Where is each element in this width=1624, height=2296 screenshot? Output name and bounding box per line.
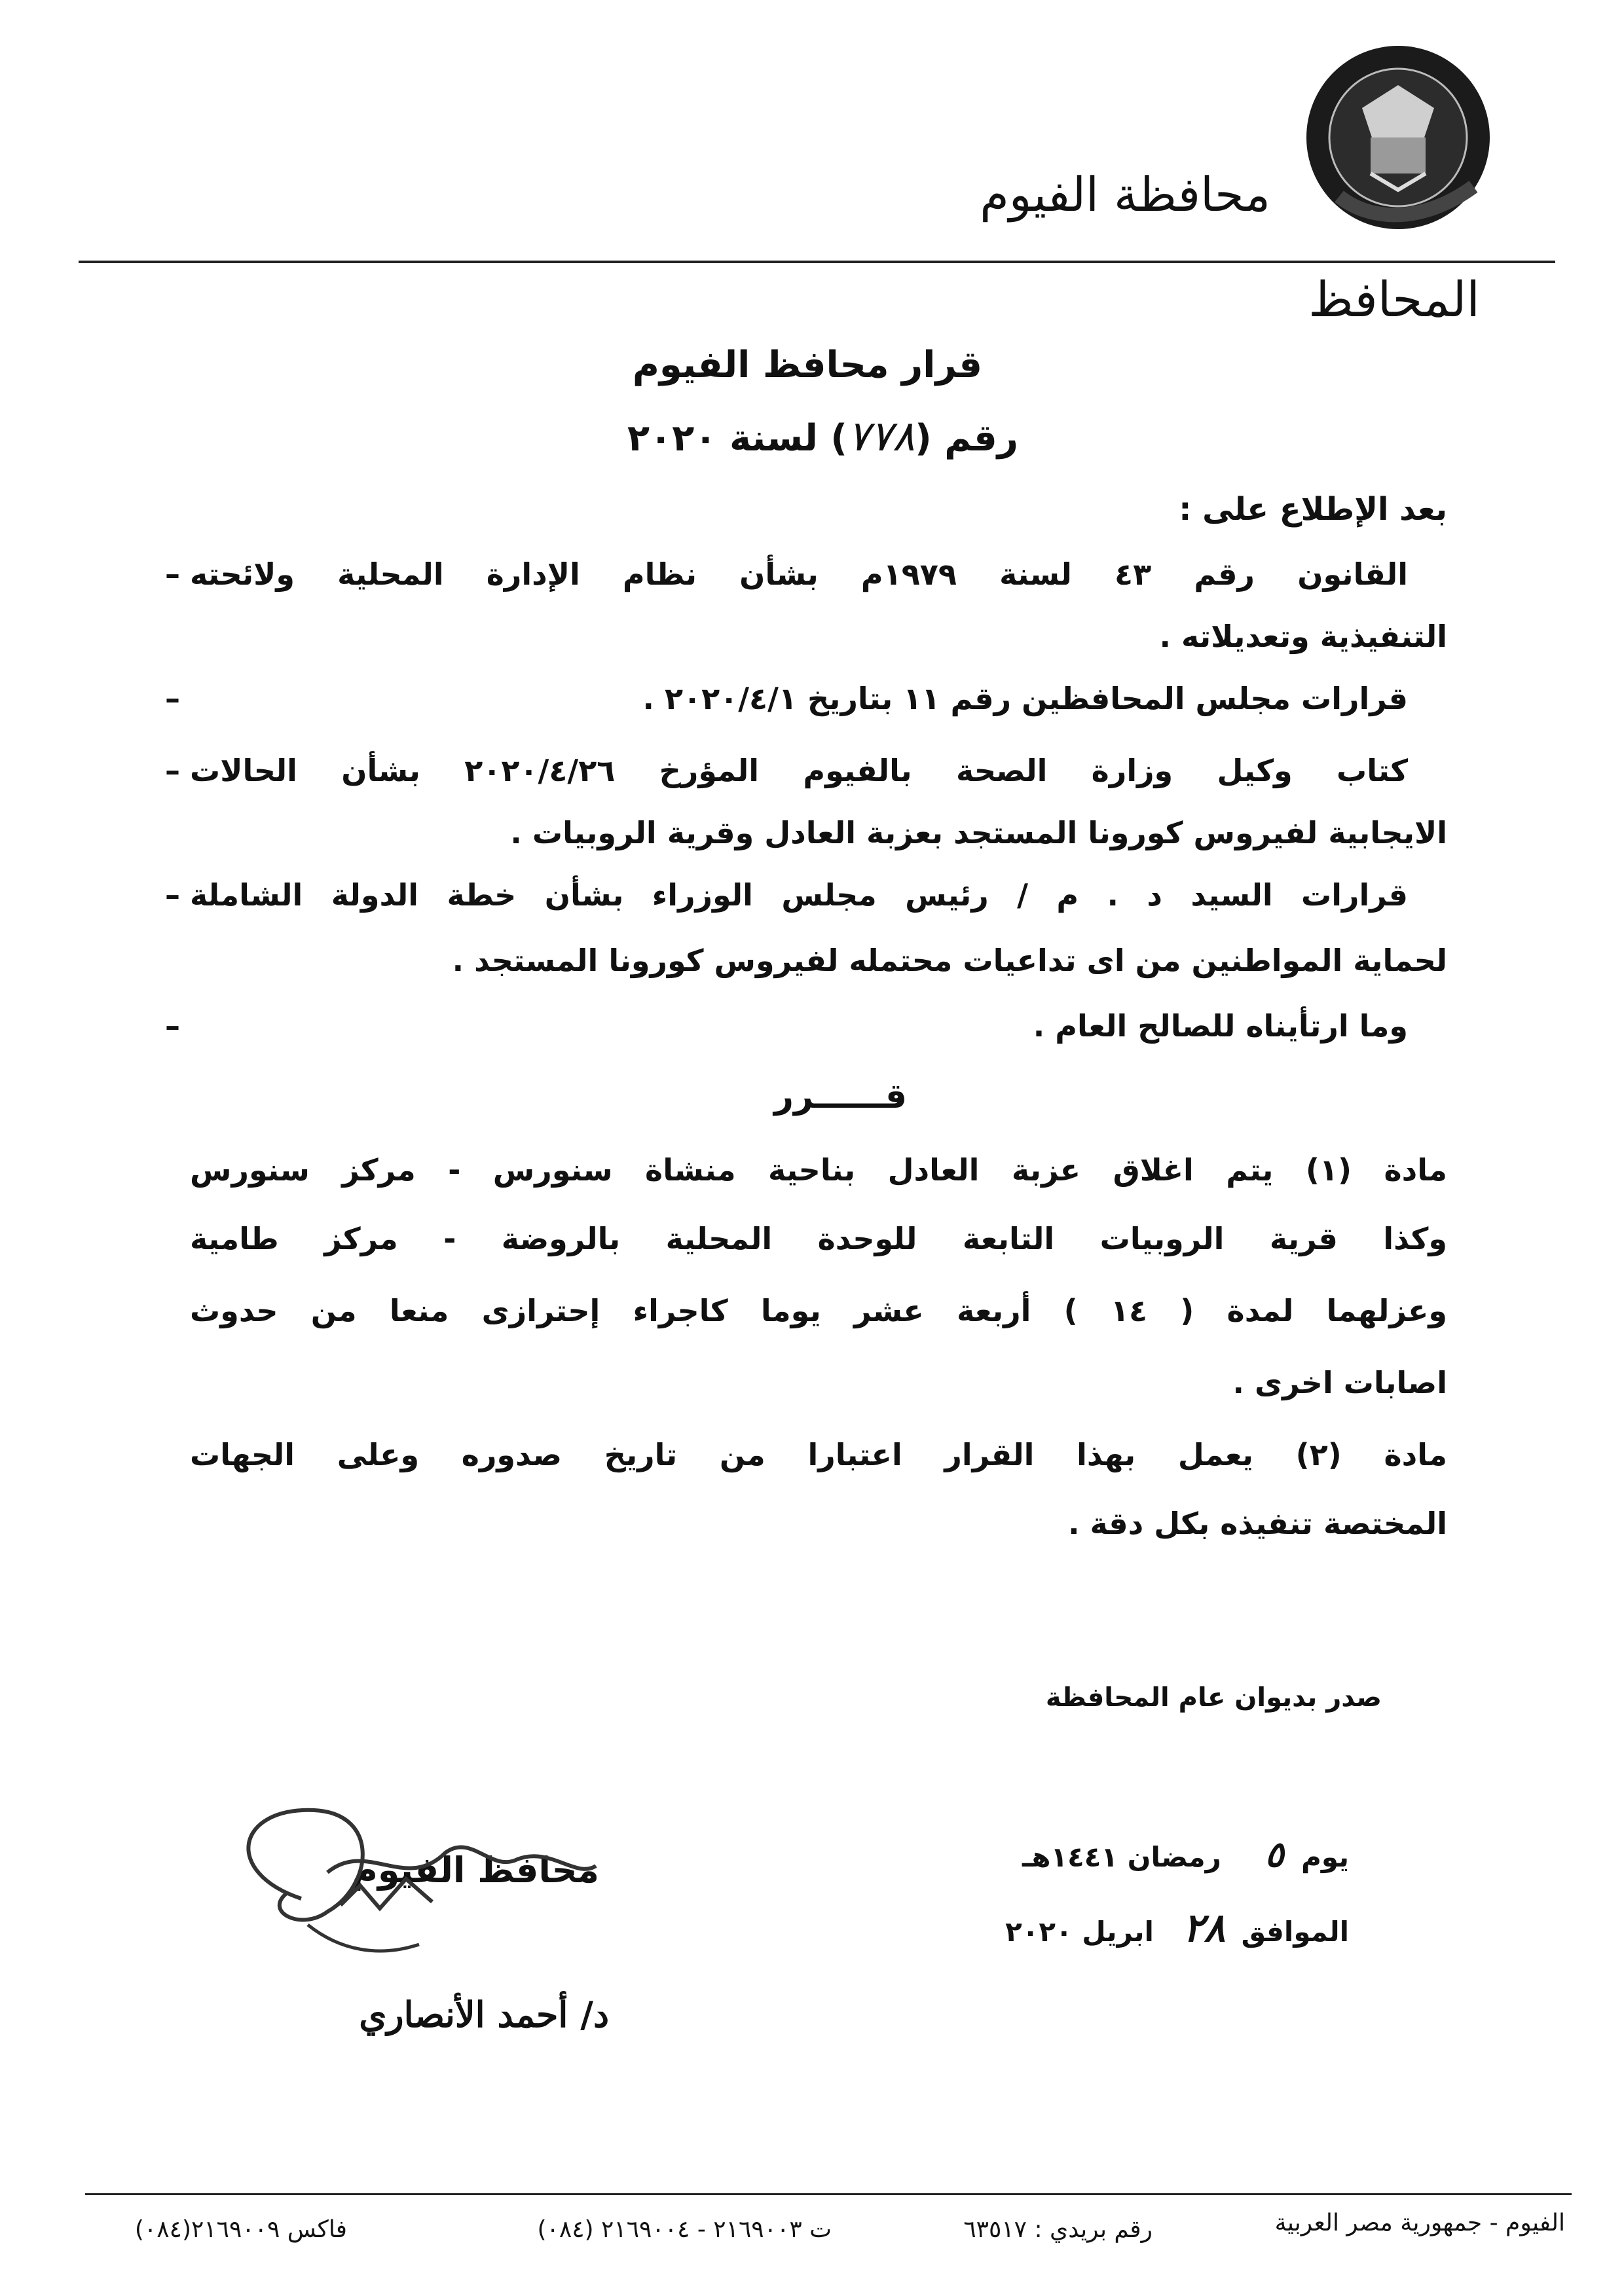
article-line: وعزلهما لمدة ( ١٤ ) أربعة عشر يوما كاجراء إحترازى منعا من حدوث [190,1293,1447,1328]
preamble-line: قرارات مجلس المحافظين رقم ١١ بتاريخ ٢٠٢٠/٤/١ . [642,681,1408,716]
signatory-title: محافظ الفيوم [352,1850,599,1891]
decision-number-suffix: ) لسنة ٢٠٢٠ [627,417,847,460]
decision-heading: قــــــرر [774,1077,907,1116]
handwritten-signature [210,1794,602,1990]
issued-place: صدر بديوان عام المحافظة [1045,1683,1382,1713]
gregorian-month-year: ابريل ٢٠٢٠ [1005,1916,1154,1948]
footer-address: الفيوم - جمهورية مصر العربية [1274,2210,1565,2236]
header-divider [79,261,1555,263]
hijri-month-year: رمضان ١٤٤١هـ [1022,1841,1221,1873]
gregorian-label: الموافق [1241,1916,1349,1948]
governorate-seal [1300,39,1496,236]
article-line: المختصة تنفيذه بكل دقة . [1068,1506,1447,1541]
hijri-label: يوم [1301,1841,1349,1873]
footer-phone: ت ٢١٦٩٠٠٣ - ٢١٦٩٠٠٤ (٠٨٤) [537,2216,832,2243]
decision-title: قرار محافظ الفيوم [632,344,982,386]
governorate-name: محافظة الفيوم [980,167,1270,222]
preamble-line: لحماية المواطنين من اى تداعيات محتمله لفيروس كورونا المستجد . [452,943,1447,978]
preamble-line: كتاب وكيل وزارة الصحة بالفيوم المؤرخ ٢٠٢٠/٤/٢٦ بشأن الحالات [190,753,1409,788]
office-title: المحافظ [1308,272,1480,328]
bullet-dash: – [165,556,180,592]
bullet-dash: – [165,753,180,788]
preamble-line: قرارات السيد د . م / رئيس مجلس الوزراء بشأن خطة الدولة الشاملة [190,877,1408,913]
signatory-name: د/ أحمد الأنصاري [359,1994,609,2035]
article-line: مادة (١) يتم اغلاق عزبة العادل بناحية منشاة سنورس - مركز سنورس [190,1152,1447,1188]
footer-divider [85,2193,1572,2195]
preamble-line: القانون رقم ٤٣ لسنة ١٩٧٩م بشأن نظام الإدارة المحلية ولائحته [190,556,1408,592]
gregorian-day: ٢٨ [1183,1905,1225,1951]
decision-number-prefix: رقم ( [915,417,1018,460]
article-line: اصابات اخرى . [1232,1365,1447,1400]
preamble-intro: بعد الإطلاع على : [1179,491,1447,528]
bullet-dash: – [165,877,180,913]
decision-number: ٧٧٨ [847,412,915,461]
preamble-line: الايجابية لفيروس كورونا المستجد بعزبة العادل وقرية الروبيات . [510,815,1447,850]
article-line: مادة (٢) يعمل بهذا القرار اعتبارا من تاريخ صدوره وعلى الجهات [190,1437,1448,1472]
bullet-dash: – [165,681,180,716]
article-line: وكذا قرية الروبيات التابعة للوحدة المحلية بالروضة - مركز طامية [190,1221,1447,1256]
preamble-line: التنفيذية وتعديلاته . [1159,619,1447,654]
footer-fax: فاكس ٢١٦٩٠٠٩(٠٨٤) [134,2216,347,2243]
bullet-dash: – [165,1008,180,1044]
gregorian-date [1005,1905,1349,1951]
preamble-line: وما ارتأيناه للصالح العام . [1033,1008,1408,1044]
decision-number-line [627,412,1018,461]
footer-postal: رقم بريدي : ٦٣٥١٧ [963,2216,1153,2243]
hijri-day: ٥ [1264,1833,1284,1875]
hijri-date [1022,1833,1349,1875]
